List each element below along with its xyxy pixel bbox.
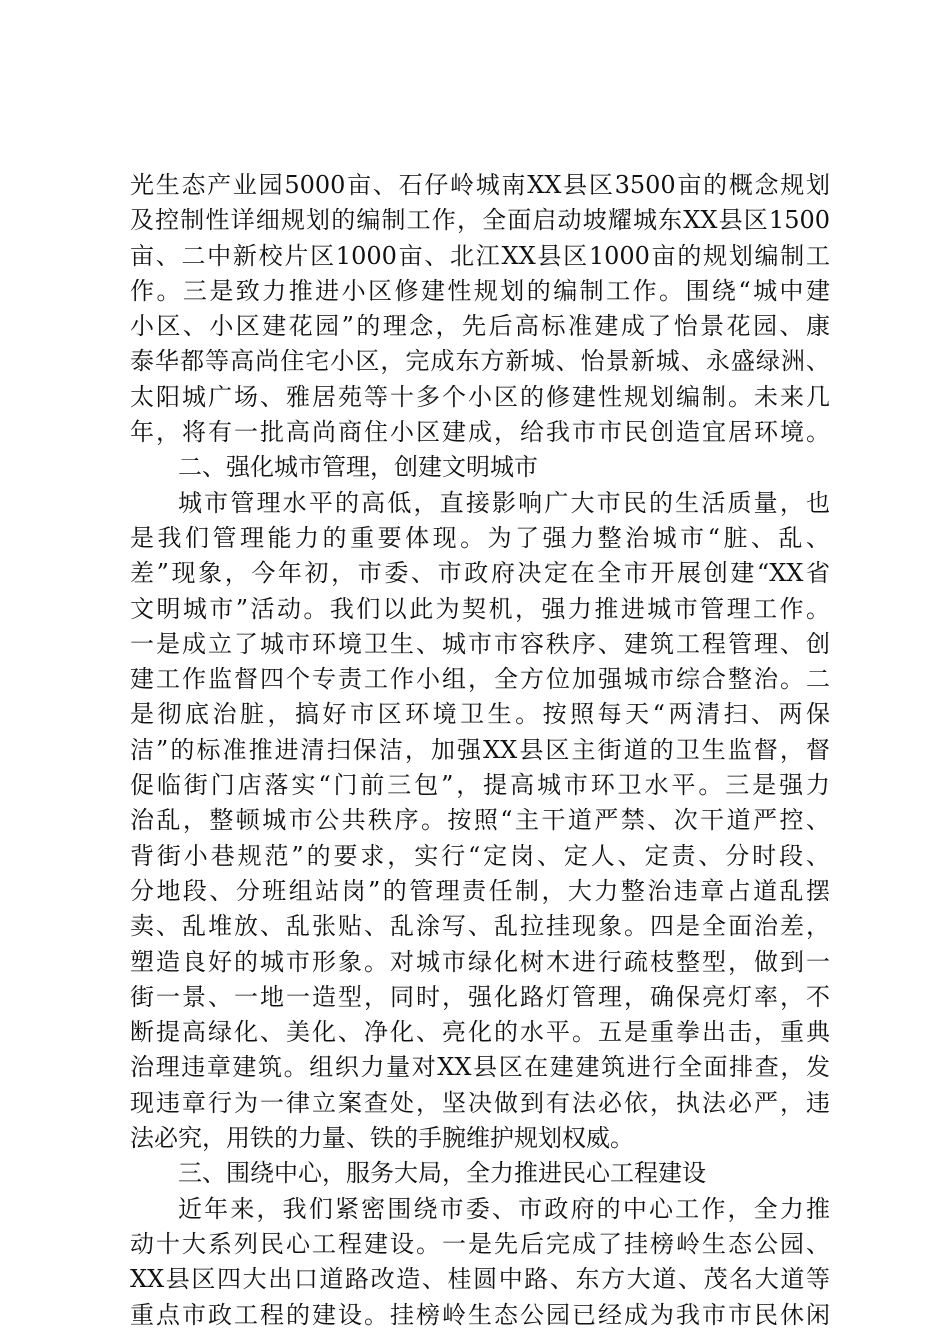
text-line: 泰华都等高尚住宅小区，完成东方新城、怡景新城、永盛绿洲、 xyxy=(130,347,830,376)
text-line: 差”现象，今年初，市委、市政府决定在全市开展创建“XX省 xyxy=(130,559,830,588)
text-line: 小区、小区建花园”的理念，先后高标准建成了怡景花园、康 xyxy=(130,312,830,341)
text-line: 断提高绿化、美化、净化、亮化的水平。五是重拳出击，重典 xyxy=(130,1018,830,1047)
text-line: 太阳城广场、雅居苑等十多个小区的修建性规划编制。未来几 xyxy=(130,382,830,411)
text-line: 治乱，整顿城市公共秩序。按照“主干道严禁、次干道严控、 xyxy=(130,806,830,835)
text-line: 背街小巷规范”的要求，实行“定岗、定人、定责、分时段、 xyxy=(130,841,830,870)
text-line: 建工作监督四个专责工作小组，全方位加强城市综合整治。二 xyxy=(130,665,830,694)
text-line: 亩、二中新校片区1000亩、北江XX县区1000亩的规划编制工 xyxy=(130,241,830,270)
text-line: 动十大系列民心工程建设。一是先后完成了挂榜岭生态公园、 xyxy=(130,1229,830,1258)
paragraph-3 xyxy=(130,1192,830,1333)
text-line: 塑造良好的城市形象。对城市绿化树木进行疏枝整型，做到一 xyxy=(130,947,830,976)
text-line: 是彻底治脏，搞好市区环境卫生。按照每天“两清扫、两保 xyxy=(130,700,830,729)
text-line: 光生态产业园5000亩、石仔岭城南XX县区3500亩的概念规划 xyxy=(130,171,830,199)
text-line: XX县区四大出口道路改造、桂圆中路、东方大道、茂名大道等 xyxy=(130,1265,830,1294)
section-heading-3: 三、围绕中心，服务大局，全力推进民心工程建设 xyxy=(178,1159,706,1188)
text-line: 作。三是致力推进小区修建性规划的编制工作。围绕“城中建 xyxy=(130,276,830,305)
text-line: 文明城市”活动。我们以此为契机，强力推进城市管理工作。 xyxy=(130,594,830,623)
text-line: 治理违章建筑。组织力量对XX县区在建建筑进行全面排查，发 xyxy=(130,1053,830,1082)
document-page xyxy=(130,168,830,1333)
text-line: 一是成立了城市环境卫生、城市市容秩序、建筑工程管理、创 xyxy=(130,629,830,658)
paragraph-2 xyxy=(130,486,830,1157)
text-line: 街一景、一地一造型，同时，强化路灯管理，确保亮灯率，不 xyxy=(130,982,830,1011)
text-line: 卖、乱堆放、乱张贴、乱涂写、乱拉挂现象。四是全面治差， xyxy=(130,912,830,941)
text-line: 分地段、分班组站岗”的管理责任制，大力整治违章占道乱摆 xyxy=(130,876,830,905)
section-heading-2: 二、强化城市管理，创建文明城市 xyxy=(178,453,538,482)
text-line: 法必究，用铁的力量、铁的手腕维护规划权威。 xyxy=(130,1124,634,1153)
paragraph-1 xyxy=(130,168,830,450)
text-line: 是我们管理能力的重要体现。为了强力整治城市“脏、乱、 xyxy=(130,523,830,552)
text-line: 现违章行为一律立案查处，坚决做到有法必依，执法必严，违 xyxy=(130,1088,830,1117)
text-line: 重点市政工程的建设。挂榜岭生态公园已经成为我市市民休闲 xyxy=(130,1300,830,1329)
text-line: 洁”的标准推进清扫保洁，加强XX县区主街道的卫生监督，督 xyxy=(130,735,830,764)
text-line: 城市管理水平的高低，直接影响广大市民的生活质量，也 xyxy=(178,488,830,517)
text-line: 近年来，我们紧密围绕市委、市政府的中心工作，全力推 xyxy=(178,1194,830,1223)
text-line: 促临街门店落实“门前三包”，提高城市环卫水平。三是强力 xyxy=(130,771,830,800)
text-line: 年，将有一批高尚商住小区建成，给我市市民创造宜居环境。 xyxy=(130,418,830,447)
text-line: 及控制性详细规划的编制工作，全面启动坡耀城东XX县区1500 xyxy=(130,206,830,235)
